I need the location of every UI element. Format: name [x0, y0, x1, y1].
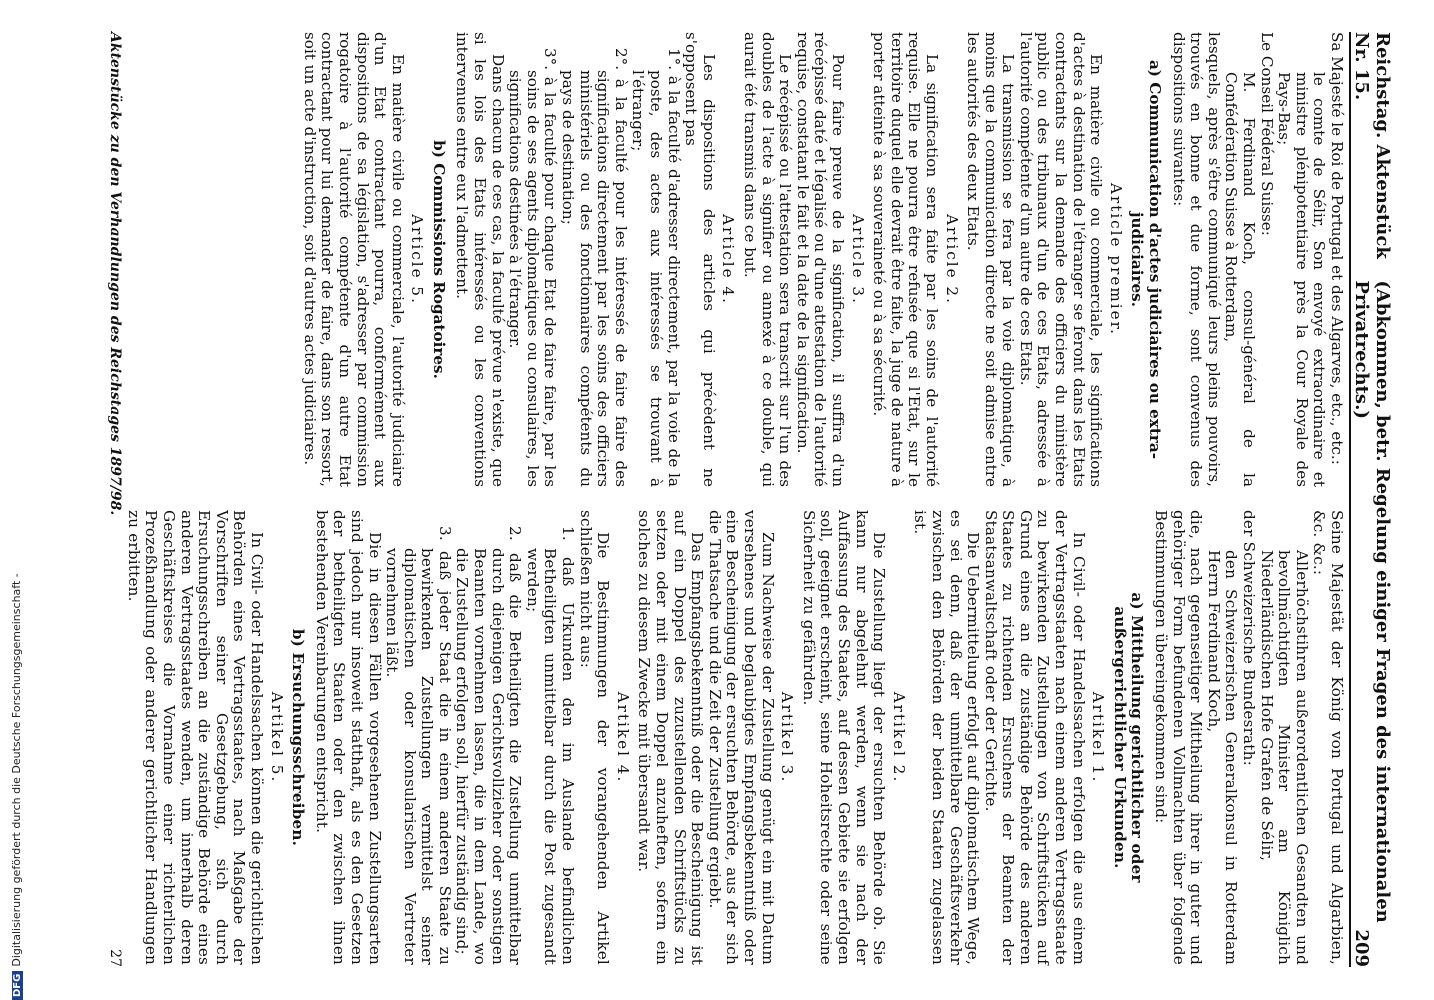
french-paragraph: Le Conseil Fédéral Suisse: — [1257, 32, 1276, 236]
french-paragraph: Article 4. — [719, 214, 738, 305]
french-paragraph: Article 3. — [848, 214, 867, 305]
footer-title: Aktenstücke zu den Verhandlungen des Reichstages 1897/98. — [107, 32, 123, 516]
french-paragraph: Les dispositions des articles qui précèdent ne s'opposent pas — [682, 32, 718, 487]
german-paragraph: Artikel 5. — [267, 691, 286, 784]
page-number: 209 — [1351, 929, 1372, 967]
french-paragraph: En matière civile ou commerciale, les significations d'actes à destination de l'étranger se feront dans les Etats contractants sur la demande des officiers du ministère public ou des tribunaux d'un de ces Etats, adressée à l'autorité compétente d'un autre de ces Etats. — [1016, 32, 1106, 487]
german-paragraph: Artikel 2. — [889, 691, 908, 784]
french-paragraph: En matière civile ou commerciale, l'autorité judiciaire d'un Etat contractant pourra, conformément aux dispositions de sa législation, s'adresser par commission rogatoire à l'autorité compétente d'un autre Etat contractant pour lui demander de faire, dans son ressort, soit un acte d'instruction, soit d'autres actes judiciaires. — [300, 32, 407, 487]
french-paragraph: M. Ferdinand Koch, consul-général de la Confédération Suisse à Rotterdam, — [1222, 72, 1259, 487]
dfg-logo: DFG — [12, 971, 23, 1000]
german-paragraph: Zum Nachweise der Zustellung genügt ein mit Datum versehenes und beglaubigtes Empfangsbekenntniß oder eine Bescheinigung der ersuchten Behörde, aus der sich die Thatsache und die Zeit der Zustellung ergiebt. — [705, 510, 777, 965]
german-paragraph: 3. daß jeder Staat die in einem anderen Staate zu bewirkenden Zustellungen vermittelst seiner diplomatischen oder konsularischen Vertreter vornehmen läßt. — [383, 526, 454, 965]
german-paragraph: Artikel 3. — [778, 691, 797, 784]
french-text-column — [300, 32, 1345, 487]
french-paragraph: 1°. à la faculté d'adresser directement, par la voie de la poste, des actes aux intéressés se trouvant à l'étranger; — [629, 48, 683, 487]
french-paragraph: Article 2. — [942, 214, 961, 305]
german-paragraph: den Schweizerischen Generalkonsul in Rotterdam Herrn Ferdinand Koch, — [1204, 550, 1241, 965]
german-paragraph: 2. daß die Betheiligten die Zustellung unmittelbar durch diejenigen Gerichtsvollzieher oder sonstigen Beamten vornehmen lassen, die in dem Lande, wo die Zustellung erfolgen soll, hierfür zuständig sind; — [453, 526, 525, 965]
german-paragraph: Artikel 4. — [613, 691, 632, 784]
french-paragraph: 2°. à la faculté pour les intéressés de faire faire des significations directement par les soins des officiers ministériels ou des fonctionnaires compétents du pays de destination; — [559, 48, 630, 487]
german-paragraph: Allerhöchstihren außerordentlichen Gesandten und bevollmächtigten Minister am Königlich Niederländischen Hofe Grafen de Sélir, — [1257, 550, 1311, 965]
french-paragraph: b) Commissions Rogatoires. — [429, 140, 448, 379]
dfg-watermark — [10, 0, 26, 1000]
french-paragraph: Article premier. — [1106, 182, 1125, 336]
german-paragraph: Artikel 1. — [1089, 691, 1108, 784]
german-paragraph: die, nach gegenseitiger Mittheilung ihrer in guter und gehöriger Form befundenen Vollmachten über folgende Bestimmungen übereingekommen sind: — [1152, 510, 1206, 965]
german-paragraph: 1. daß Urkunden den im Auslande befindlichen Betheiligten unmittelbar durch die Post zugesandt werden; — [523, 526, 578, 965]
french-paragraph: a) Communication d'actes judiciaires ou extra-judiciaires. — [1128, 59, 1165, 460]
french-paragraph: le comte de Sélir, Son envoyé extraordinaire et ministre plénipotentiaire près la Cour Royale des Pays-Bas; — [1275, 72, 1329, 487]
german-paragraph: In Civil- oder Handelssachen erfolgen die aus einem der Vertragsstaaten nach einem anderen Vertragsstaate zu bewirkenden Zustellungen von Schriftstücken auf Grund eines an die zuständige Behörde des anderen Staates zu richtenden Ersuchens der Beamten der Staatsanwaltschaft oder der Gerichte. — [981, 510, 1088, 965]
french-paragraph: Sa Majesté le Roi de Portugal et des Algarves, etc., etc.: — [1328, 32, 1346, 465]
header-left: Reichstag. Aktenstück Nr. 15. — [1351, 32, 1393, 259]
german-text-column — [124, 510, 1345, 965]
german-paragraph: a) Mittheilung gerichtlicher oder außergerichtlicher Urkunden. — [1110, 592, 1147, 883]
french-paragraph: La signification sera faite par les soins de l'autorité requise. Elle ne pourra être refusée que si l'Etat, sur le territoire duquel elle devrait être faite, la juge de nature à porter atteinte à sa souveraineté ou à sa sécurité. — [870, 32, 941, 487]
german-paragraph: Die Bestimmungen der vorangehenden Artikel schließen nicht aus: — [576, 510, 613, 965]
german-paragraph: Die Zustellung liegt der ersuchten Behörde ob. Sie kann nur abgelehnt werden, wenn sie nach der Auffassung des Staates, auf dessen Gebiete sie erfolgen soll, geeignet erscheint, seine Hoheitsrechte oder seine Sicherheit zu gefährden. — [799, 510, 889, 965]
french-paragraph: Le récépissé ou l'attestation sera transcrit sur l'un des doubles de l'acte à signifier ou annexé à ce double, qui aurait été transmis dans ce but. — [741, 32, 795, 487]
header-title: (Abkommen, betr. Regelung einiger Fragen des internationalen Privatrechts.) — [1351, 280, 1393, 923]
french-paragraph: La transmission se fera par la voie diplomatique, à moins que la communication directe ne soit admise entre les autorités des deux Etats. — [964, 32, 1018, 487]
french-paragraph: 3°. à la faculté pour chaque Etat de faire faire, par les soins de ses agents diplomatiques ou consulaires, les significations destinées à l'étranger. — [506, 48, 560, 487]
german-paragraph: Seine Majestät der König von Portugal und Algarbien, &c. &c.: — [1310, 510, 1346, 965]
german-paragraph: In Civil- oder Handelssachen können die gerichtlichen Behörden eines Vertragsstaates, nach Maßgabe der Vorschriften seiner Gesetzgebung, sich durch Ersuchungsschreiben an die zuständige Behörde eines anderen Vertragsstaates wenden, um innerhalb deren Geschäftskreises die Vornahme einer richterlichen Prozeßhandlung oder anderer gerichtlicher Handlungen zu erbitten. — [124, 510, 266, 965]
german-paragraph: Die in diesen Fällen vorgesehenen Zustellungsarten sind jedoch nur insoweit statthaft, als es den Gesetzen der betheiligten Staaten oder den zwischen ihnen bestehenden Vereinbarungen entspricht. — [312, 510, 384, 965]
french-paragraph: Pour faire preuve de la signification, il suffira d'un récépissé daté et légalisé ou d'une attestation de l'autorité requise, constatant le fait et la date de la signification. — [793, 32, 847, 487]
page-footer — [107, 32, 123, 967]
page-header — [1349, 32, 1393, 967]
french-paragraph: lesquels, après s'être communiqué leurs pleins pouvoirs, trouvés en bonne et due forme, sont convenus des dispositions suivantes: — [1169, 32, 1223, 487]
french-paragraph: Article 5. — [408, 214, 427, 305]
watermark-text: Digitalisierung gefördert durch die Deutsche Forschungsgemeinschaft - — [10, 573, 23, 967]
german-paragraph: Die Uebermittelung erfolgt auf diplomatischem Wege, es sei denn, daß der unmittelbare Geschäftsverkehr zwischen den Behörden der beiden Staaten zugelassen ist. — [911, 510, 983, 965]
german-paragraph: Das Empfangsbekenntniß oder die Bescheinigung ist auf ein Doppel des zuzustellenden Schriftstücks zu setzen oder mit einem Doppel anzuheften, sofern ein solches zu diesem Zwecke mit übersandt war. — [635, 510, 707, 965]
document-page — [95, 32, 1393, 967]
german-paragraph: der Schweizerische Bundesrath: — [1240, 510, 1259, 766]
german-paragraph: b) Ersuchungsschreiben. — [289, 628, 308, 847]
french-paragraph: Dans chacun de ces cas, la faculté prévue n'existe, que si les lois des Etats intéressés ou les conventions intervenues entre eux l'admettent. — [453, 32, 507, 487]
footer-page-number: 27 — [107, 949, 123, 967]
